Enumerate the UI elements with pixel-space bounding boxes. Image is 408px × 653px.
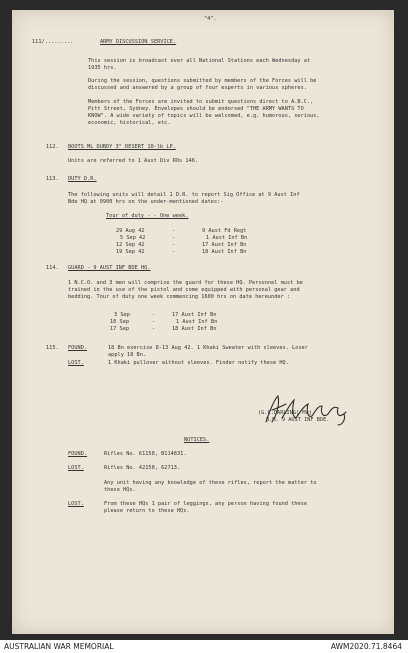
guard-row-unit: 18 Aust Inf Bn [172,326,217,332]
notices-lost1-label: LOST. [68,465,84,471]
item-112-title: BOOTS ML DUBDY 3" DESERT 10-lb LP. [68,144,176,150]
item-115-lost-text: 1 Khaki pullover without sleeves. Finder notify these HQ. [108,360,289,366]
duty-row-date: 29 Aug 42 [116,228,145,234]
item-115-found-label: FOUND. [68,345,88,351]
notices-any-unit-line1: Any unit having any knowledge of these rifles, report the matter to [104,480,317,486]
duty-row-sep: - [172,228,176,234]
notices-any-unit-line2: these HQs. [104,487,136,493]
item-112-body: Units are referred to 1 Aust Div ROs 146. [68,158,199,164]
duty-row-unit: 1 Aust Inf Bn [206,235,248,241]
guard-row-date: 17 Sep [110,326,130,332]
notices-lost2-line1: From these HQs 1 pair of leggings, any person having found these [104,501,308,507]
guard-row-sep: - [152,326,156,332]
guard-row-sep: - [152,319,156,325]
archive-reference: AWM2020.71.8464 [330,642,402,651]
signature-role: B.M. 9 AUST INF BDE. [266,417,330,423]
duty-row-date: 19 Sep 42 [116,249,145,255]
duty-row-unit: 18 Aust Inf Bn [202,249,247,255]
item-113-number: 113. [46,176,59,182]
notices-found-text: Rifles No. 61150, B114831. [104,451,187,457]
guard-row-sep: - [152,312,156,318]
document-page [12,10,394,634]
page-number: "4". [204,16,217,22]
item-111-p1-line1: This session is broadcast over all National Stations each Wednesday at [88,58,311,64]
duty-row-date: 5 Sep 42 [120,235,146,241]
notices-found-label: FOUND. [68,451,88,457]
guard-row-date: 10 Sep [110,319,130,325]
item-114-number: 114. [46,265,59,271]
item-114-body-line1: 1 N.C.O. and 3 men will comprise the guard for these HQ. Personnel must be [68,280,303,286]
item-111-number: 111/......... [32,39,74,45]
item-112-number: 112. [46,144,59,150]
item-111-p2-line1: During the session, questions submitted by members of the Forces will be [88,78,317,84]
duty-row-sep: - [172,235,176,241]
item-113-tour-label: Tour of duty - - One week. [106,213,189,219]
guard-row-unit: 1 Aust Inf Bn [176,319,218,325]
item-113-body-line2: Bde HQ at 0900 hrs on the under-mentioned dates:- [68,199,224,205]
item-115-number: 115. [46,345,59,351]
duty-row-sep: - [172,242,176,248]
duty-row-date: 12 Sep 42 [116,242,145,248]
item-111-p3-line4: economic, historical, etc. [88,120,171,126]
item-111-title: ARMY DISCUSSION SERVICE. [100,39,177,45]
archive-name: AUSTRALIAN WAR MEMORIAL [4,642,114,651]
item-115-lost-label: LOST. [68,360,84,366]
item-111-p3-line2: Pitt Street, Sydney. Envelopes should be endorsed "THE ARMY WANTS TO [88,106,304,112]
notices-lost2-label: LOST. [68,501,84,507]
duty-row-sep: - [172,249,176,255]
item-111-p3-line1: Members of the Forces are invited to submit questions direct to A.B.C., [88,99,314,105]
archive-footer [0,640,408,653]
guard-row-unit: 17 Aust Inf Bn [172,312,217,318]
item-114-body-line3: bedding. Tour of duty one week commencing 1600 hrs on date hereunder : [68,294,291,300]
item-115-found-line2: apply 18 Bn. [108,352,147,358]
guard-row-date: 3 Sep [114,312,130,318]
item-114-body-line2: trained in the use of the pistol and come equipped with personal gear and [68,287,300,293]
notices-heading: NOTICES. [184,437,210,443]
duty-row-unit: 9 Aust Fd Regt [202,228,247,234]
item-111-p1-line2: 1935 hrs. [88,65,117,71]
item-115-found-line1: 18 Bn exercise 8-13 Aug 42. 1 Khaki Sweater with sleeves. Loser [108,345,308,351]
item-113-body-line1: The following units will detail 1 D.R. to report Sig Office at 9 Aust Inf [68,192,300,198]
notices-lost1-text: Rifles No. 42150, 62713. [104,465,181,471]
signature-name: (G.C.DARLING) Maj [258,410,312,416]
item-111-p2-line2: discussed and answered by a group of four experts in various spheres. [88,85,307,91]
item-113-title: DUTY D.R. [68,176,97,182]
notices-lost2-line2: please return to these HQs. [104,508,190,514]
item-111-p3-line3: KNOW". A wide variety of topics will be welcomed, e.g. humorous, serious, [88,113,320,119]
duty-row-unit: 17 Aust Inf Bn [202,242,247,248]
item-114-title: GUARD - 9 AUST INF BDE HQ. [68,265,151,271]
